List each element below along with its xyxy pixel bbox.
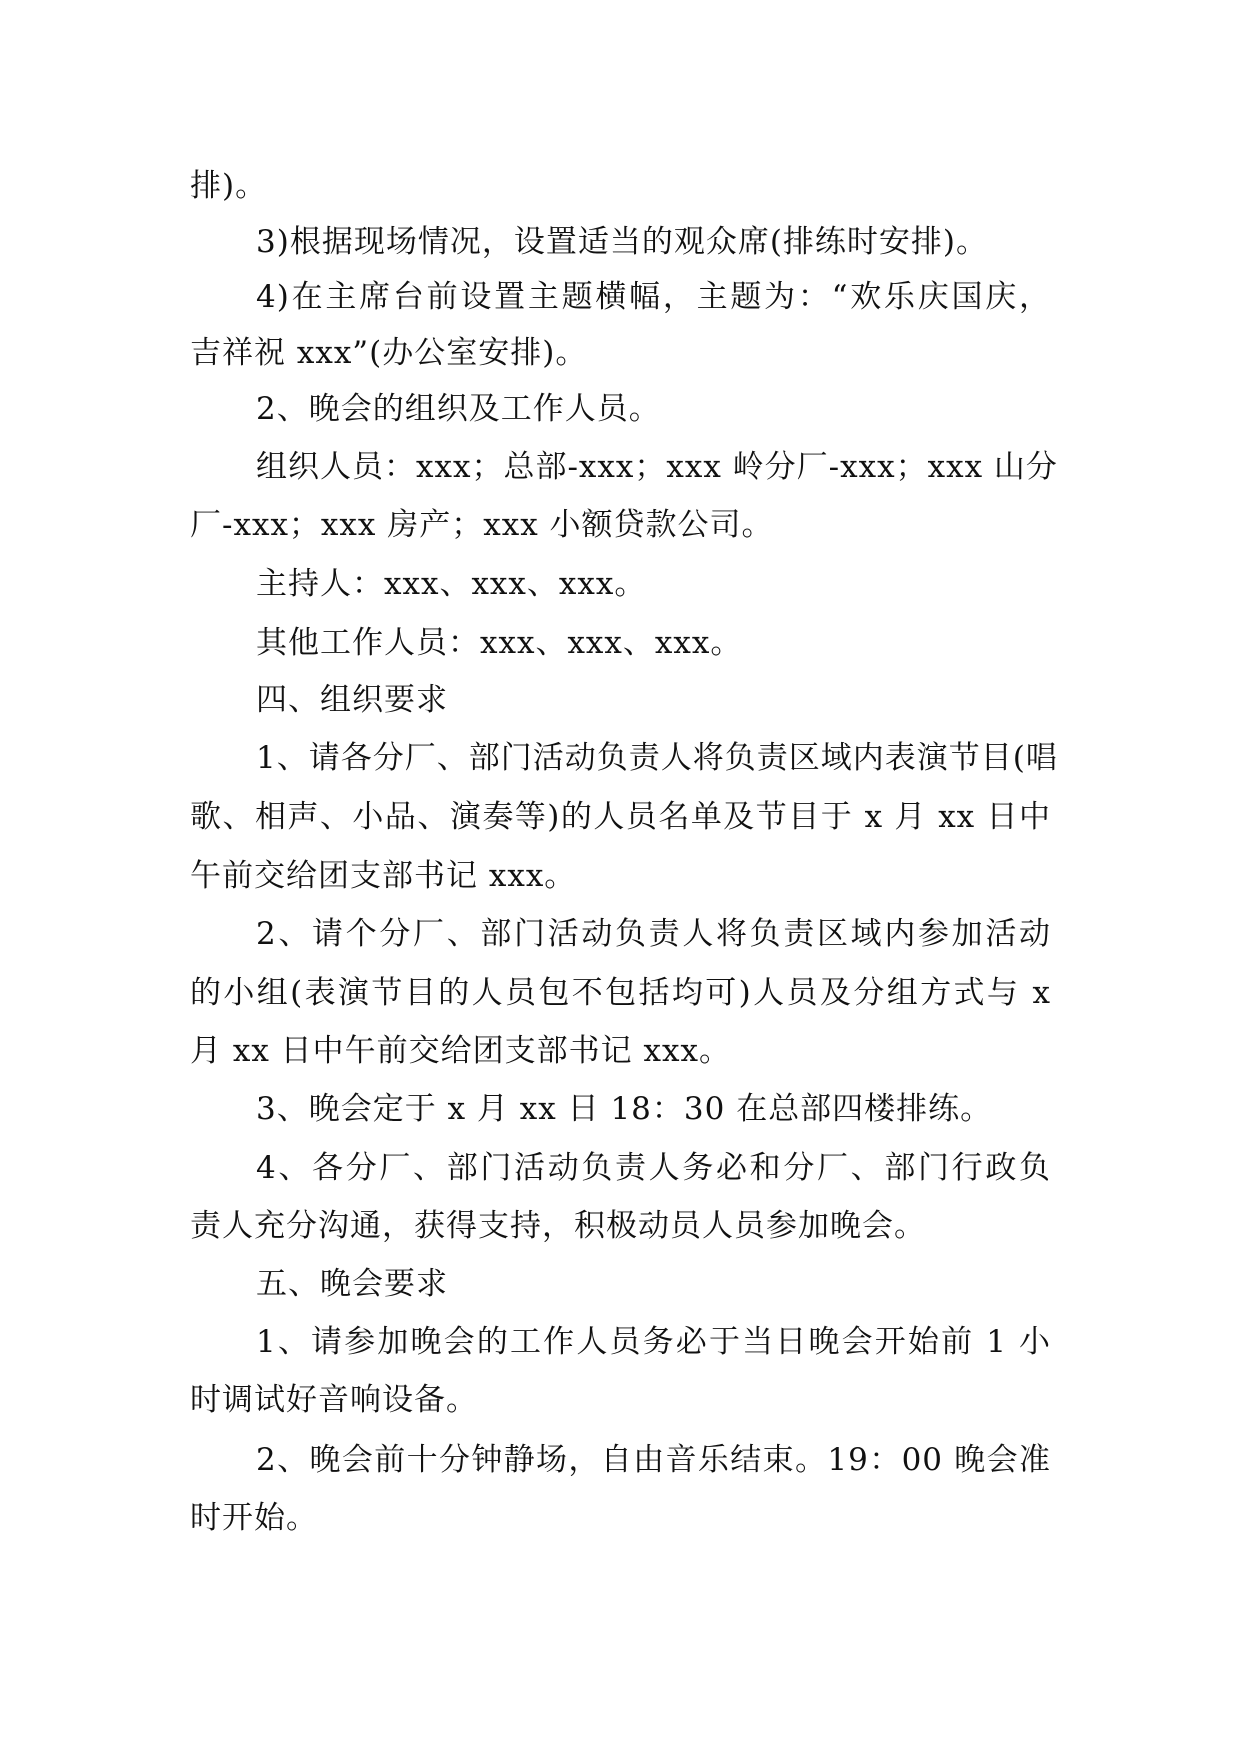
text-line: 的小组(表演节目的人员包不包括均可)人员及分组方式与 x: [190, 975, 1051, 1011]
text-line: 时开始。: [190, 1500, 318, 1536]
text-line: 月 xx 日中午前交给团支部书记 xxx。: [190, 1033, 731, 1069]
text-line: 组织人员：xxx；总部-xxx；xxx 岭分厂-xxx；xxx 山分: [256, 449, 1058, 485]
text-line: 1、请参加晚会的工作人员务必于当日晚会开始前 1 小: [256, 1324, 1051, 1360]
section-heading: 五、晚会要求: [256, 1266, 448, 1302]
text-line: 3、晚会定于 x 月 xx 日 18：30 在总部四楼排练。: [256, 1091, 993, 1127]
text-line: 3)根据现场情况，设置适当的观众席(排练时安排)。: [256, 224, 989, 260]
text-line: 1、请各分厂、部门活动负责人将负责区域内表演节目(唱: [256, 740, 1058, 776]
text-line: 责人充分沟通，获得支持，积极动员人员参加晚会。: [190, 1208, 926, 1244]
text-line: 2、请个分厂、部门活动负责人将负责区域内参加活动: [256, 916, 1051, 952]
text-line: 主持人：xxx、xxx、xxx。: [256, 566, 647, 602]
text-line: 4、各分厂、部门活动负责人务必和分厂、部门行政负: [256, 1150, 1051, 1186]
text-line: 4)在主席台前设置主题横幅，主题为：“欢乐庆国庆，: [256, 279, 1051, 315]
text-line: 2、晚会前十分钟静场，自由音乐结束。19：00 晚会准: [256, 1442, 1051, 1478]
text-line: 吉祥祝 xxx”(办公室安排)。: [190, 335, 588, 371]
text-line: 歌、相声、小品、演奏等)的人员名单及节目于 x 月 xx 日中: [190, 799, 1051, 835]
text-line: 2、晚会的组织及工作人员。: [256, 391, 661, 427]
text-line: 午前交给团支部书记 xxx。: [190, 858, 577, 894]
section-heading: 四、组织要求: [256, 682, 448, 718]
text-line: 时调试好音响设备。: [190, 1382, 478, 1418]
text-line: 其他工作人员：xxx、xxx、xxx。: [256, 625, 743, 661]
text-line: 厂-xxx；xxx 房产；xxx 小额贷款公司。: [190, 507, 774, 543]
text-line: 排)。: [190, 168, 268, 204]
